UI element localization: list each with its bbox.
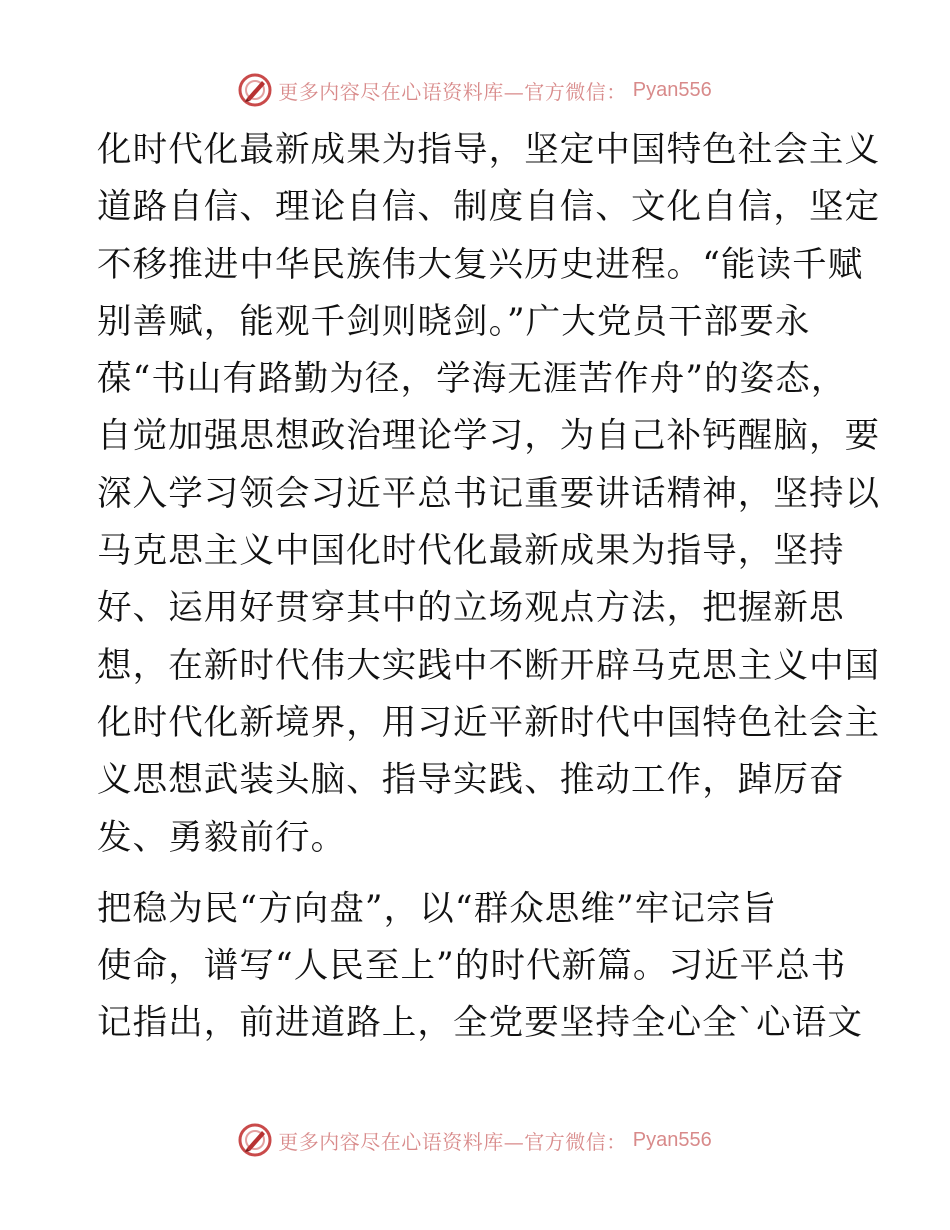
text-line: 把稳为民“方向盘”，以“群众思维”牢记宗旨 xyxy=(97,888,778,929)
document-body xyxy=(97,122,881,1053)
header-watermark xyxy=(0,70,950,110)
watermark-handle: Pyan556 xyxy=(632,1128,712,1151)
text-line: 马克思主义中国化时代化最新成果为指导，坚持 xyxy=(97,531,845,572)
text-line: 发、勇毅前行。 xyxy=(97,817,347,858)
text-line: 深入学习领会习近平总书记重要讲话精神，坚持以 xyxy=(97,473,881,514)
text-line: 化时代化新境界，用习近平新时代中国特色社会主 xyxy=(97,702,881,743)
watermark-handle: Pyan556 xyxy=(632,78,712,101)
text-line: 想，在新时代伟大实践中不断开辟马克思主义中国 xyxy=(97,645,881,686)
paragraph-spacer xyxy=(97,867,857,881)
text-line: 记指出，前进道路上，全党要坚持全心全`心语文 xyxy=(97,1003,863,1044)
logo-icon xyxy=(238,73,272,107)
text-line: 义思想武装头脑、指导实践、推动工作，踔厉奋 xyxy=(97,760,845,801)
text-line: 道路自信、理论自信、制度自信、文化自信，坚定 xyxy=(97,187,881,228)
footer-watermark xyxy=(0,1120,950,1160)
logo-icon xyxy=(238,1123,272,1157)
text-line: 化时代化最新成果为指导，坚定中国特色社会主义 xyxy=(97,130,881,170)
watermark-text: 更多内容尽在心语资料库—官方微信： xyxy=(278,79,627,104)
text-line: 不移推进中华民族伟大复兴历史进程。“能读千赋 xyxy=(97,244,864,285)
text-line: 好、运用好贯穿其中的立场观点方法，把握新思 xyxy=(97,588,845,629)
watermark-text: 更多内容尽在心语资料库—官方微信： xyxy=(278,1129,627,1154)
text-line: 自觉加强思想政治理论学习，为自己补钙醒脑，要 xyxy=(97,416,881,457)
text-line: 葆“书山有路勤为径，学海无涯苦作舟”的姿态， xyxy=(97,359,847,400)
text-line: 使命，谱写“人民至上”的时代新篇。习近平总书 xyxy=(97,946,847,987)
paragraph xyxy=(97,881,863,1053)
paragraph xyxy=(97,122,881,867)
text-line: 别善赋，能观千剑则晓剑。”广大党员干部要永 xyxy=(97,301,811,342)
